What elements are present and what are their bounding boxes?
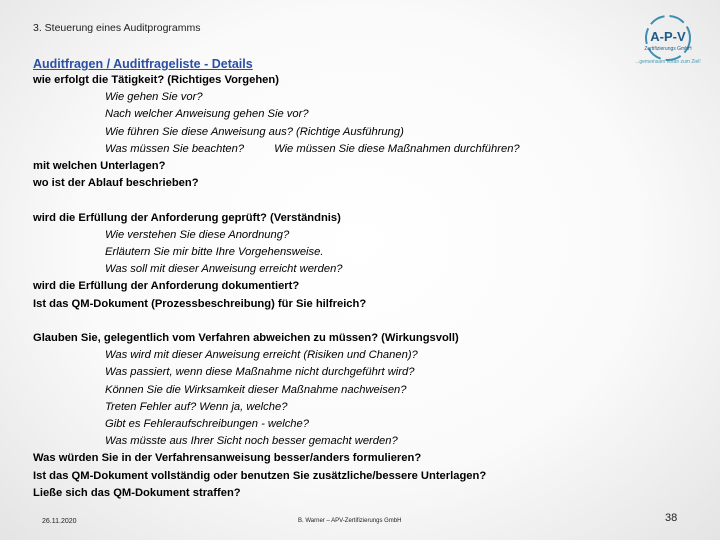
- sub-question: Was passiert, wenn diese Maßnahme nicht durchgeführt wird?: [105, 366, 415, 379]
- sub-question: Wie gehen Sie vor?: [105, 91, 203, 104]
- footer-date: 26.11.2020: [42, 518, 77, 525]
- sub-question: Wie verstehen Sie diese Anordnung?: [105, 228, 290, 241]
- main-question: wo ist der Ablauf beschrieben?: [33, 177, 199, 190]
- main-question: Was würden Sie in der Verfahrensanweisung besser/anders formulieren?: [33, 452, 422, 465]
- main-question: Ließe sich das QM-Dokument straffen?: [33, 486, 241, 499]
- main-question: wie erfolgt die Tätigkeit? (Richtiges Vorgehen): [33, 74, 279, 86]
- slide-title: Auditfragen / Auditfrageliste - Details: [33, 57, 253, 71]
- footer-author: B. Warner – APV-Zertifizierungs GmbH: [298, 518, 402, 524]
- page-number: 38: [665, 512, 678, 524]
- sub-question: Erläutern Sie mir bitte Ihre Vorgehensweise.: [105, 246, 324, 259]
- main-question: mit welchen Unterlagen?: [33, 160, 166, 173]
- question-list: [33, 72, 703, 502]
- sub-question: Was müsste aus Ihrer Sicht noch besser gemacht werden?: [105, 435, 398, 448]
- main-question: Glauben Sie, gelegentlich vom Verfahren abweichen zu müssen? (Wirkungsvoll): [33, 332, 459, 345]
- sub-question: Wie müssen Sie diese Maßnahmen durchführen?: [274, 142, 520, 155]
- logo-letters: A-P-V: [650, 29, 686, 44]
- sub-question: Nach welcher Anweisung gehen Sie vor?: [105, 108, 309, 121]
- sub-question: Was müssen Sie beachten?: [105, 142, 245, 155]
- main-question: wird die Erfüllung der Anforderung geprüft? (Verständnis): [33, 211, 341, 224]
- main-question: wird die Erfüllung der Anforderung dokumentiert?: [33, 280, 300, 293]
- logo-company: Zertifizierungs GmbH: [644, 46, 692, 52]
- main-question: Ist das QM-Dokument (Prozessbeschreibung) für Sie hilfreich?: [33, 297, 367, 310]
- sub-question: Können Sie die Wirksamkeit dieser Maßnahme nachweisen?: [105, 383, 407, 396]
- sub-question-row: [33, 141, 703, 158]
- main-question: Ist das QM-Dokument vollständig oder benutzen Sie zusätzliche/bessere Unterlagen?: [33, 469, 487, 482]
- chapter-heading: 3. Steuerung eines Auditprogramms: [33, 22, 201, 34]
- logo-tagline: ...gemeinsam voran zum Ziel!: [635, 59, 701, 65]
- sub-question: Was soll mit dieser Anweisung erreicht werden?: [105, 263, 343, 276]
- sub-question: Wie führen Sie diese Anweisung aus? (Richtige Ausführung): [105, 125, 404, 138]
- sub-question: Treten Fehler auf? Wenn ja, welche?: [105, 400, 288, 413]
- sub-question: Was wird mit dieser Anweisung erreicht (Risiken und Chanen)?: [105, 349, 418, 362]
- sub-question: Gibt es Fehleraufschreibungen - welche?: [105, 418, 309, 431]
